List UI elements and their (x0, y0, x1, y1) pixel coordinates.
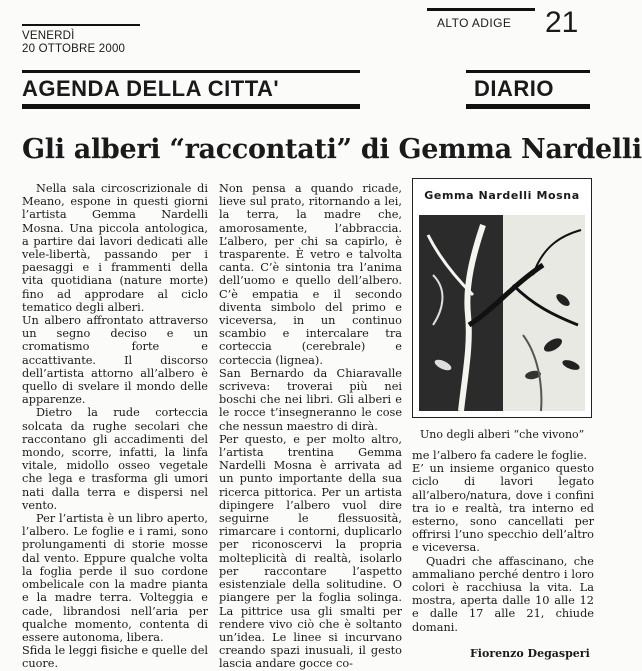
artwork-title: Gemma Nardelli Mosna (424, 189, 580, 202)
artwork-image (412, 178, 592, 418)
rubric-title: DIARIO (474, 76, 554, 101)
rubric-top-rule (466, 70, 590, 73)
paragraph: Sfida le leggi fisiche e quelle del cuore. (22, 644, 209, 671)
paragraph: San Bernardo da Chiaravalle scriveva: troverai più nei boschi che nei libri. Gli alberi e le rocce t’insegneranno le cose che nessun maestro di dirà. (219, 366, 402, 433)
paragraph: Dietro la rude corteccia solcata da rughe secolari che raccontano gli accadimenti del mondo, scorre, infatti, la linfa vitale, midollo osseo vegetale che lega e trasforma gli umori nati dalla terra e dispersi nel vento. (22, 406, 208, 512)
paragraph: Un albero affrontato attraverso un segno deciso e un cromatismo forte e accattivante. Il discorso dell’artista attorno all’albero è quello di svelare il mondo delle apparenze. (22, 314, 208, 407)
header-top-rule (22, 24, 140, 26)
paragraph: E’ un insieme organico questo ciclo di lavori legato all’albero/natura, dove i confini tra io e realtà, tra interno ed esterno, sono cancellati per offrirsi l’uno specchio dell’altro e viceversa. (412, 462, 594, 555)
edition-top-rule (427, 8, 535, 11)
section-title: AGENDA DELLA CITTA' (22, 76, 280, 101)
page-number: 21 (545, 6, 579, 39)
artwork-caption: Uno degli alberi “che vivono” (420, 428, 585, 441)
header-date: 20 OTTOBRE 2000 (22, 43, 126, 55)
section-top-rule (22, 70, 360, 73)
paragraph: Quadri che affascinano, che ammaliano perché dentro i loro colori è racchiusa la vita. La mostra, aperta dalle 10 alle 12 e dalle 17 alle 21, chiude domani. (412, 554, 594, 634)
article-column-2 (219, 182, 402, 671)
article-headline: Gli alberi “raccontati” di Gemma Nardelli (22, 134, 642, 165)
paragraph: Nella sala circoscrizionale di Meano, espone in questi giorni l’artista Gemma Nardelli Mosna. Una piccola antologica, a partire dai lavori dedicati alle vele-libertà, passando per i paesaggi e i frammenti della vita quotidiana (nature morte) fino ad approdare al ciclo tematico degli alberi. (22, 182, 208, 314)
paragraph: Per l’artista è un libro aperto, l’albero. Le foglie e i rami, sono prolungamenti di storie mosse dal vento. Eppure qualche volta la foglia perde il suo cordone ombelicale con la madre pianta e la madre terra. Volteggia e cade, librandosi nell’aria per qualche momento, contenta di essere autonoma, libera. (22, 512, 208, 644)
header-day: VENERDÌ (22, 30, 75, 42)
tree-painting-graphic (413, 215, 591, 415)
article-column-1 (22, 182, 209, 671)
author-signature: Fiorenzo Degasperi (470, 647, 590, 660)
paragraph: Per questo, e per molto altro, l’artista trentina Gemma Nardelli Mosna è arrivata ad un punto importante della sua ricerca pittorica. Per un artista dipingere l’albero vuol dire seguirne le flessuosità, rimarcare i contorni, duplicarlo per riconoscervi la propria molteplicità di realtà, isolarlo per raccontare l’aspetto esistenziale della solitudine. O piangere per la foglia solinga. La pittrice usa gli smalti per rendere vivo ciò che è soltanto un’idea. Le linee si incurvano creando spazi inusuali, il gesto lascia andare gocce co- (219, 432, 402, 671)
paragraph: Non pensa a quando ricade, lieve sul prato, ritornando a lei, la terra, la madre che, amorosamente, l’abbraccia. L’albero, per chi sa capirlo, è trasparente. È vetro e talvolta canta. C’è sintonia tra l’anima dell’uomo e quello dell’albero. C’è empatia e il secondo diventa simbolo del primo e viceversa, in un continuo scambio e intercalare tra corteccia (cerebrale) e corteccia (lignea). (219, 182, 402, 367)
paragraph: me l’albero fa cadere le foglie. (412, 449, 588, 462)
rubric-bottom-rule (466, 104, 590, 109)
section-bottom-rule (22, 104, 360, 109)
article-column-3 (412, 449, 594, 645)
edition-name: ALTO ADIGE (437, 16, 512, 30)
